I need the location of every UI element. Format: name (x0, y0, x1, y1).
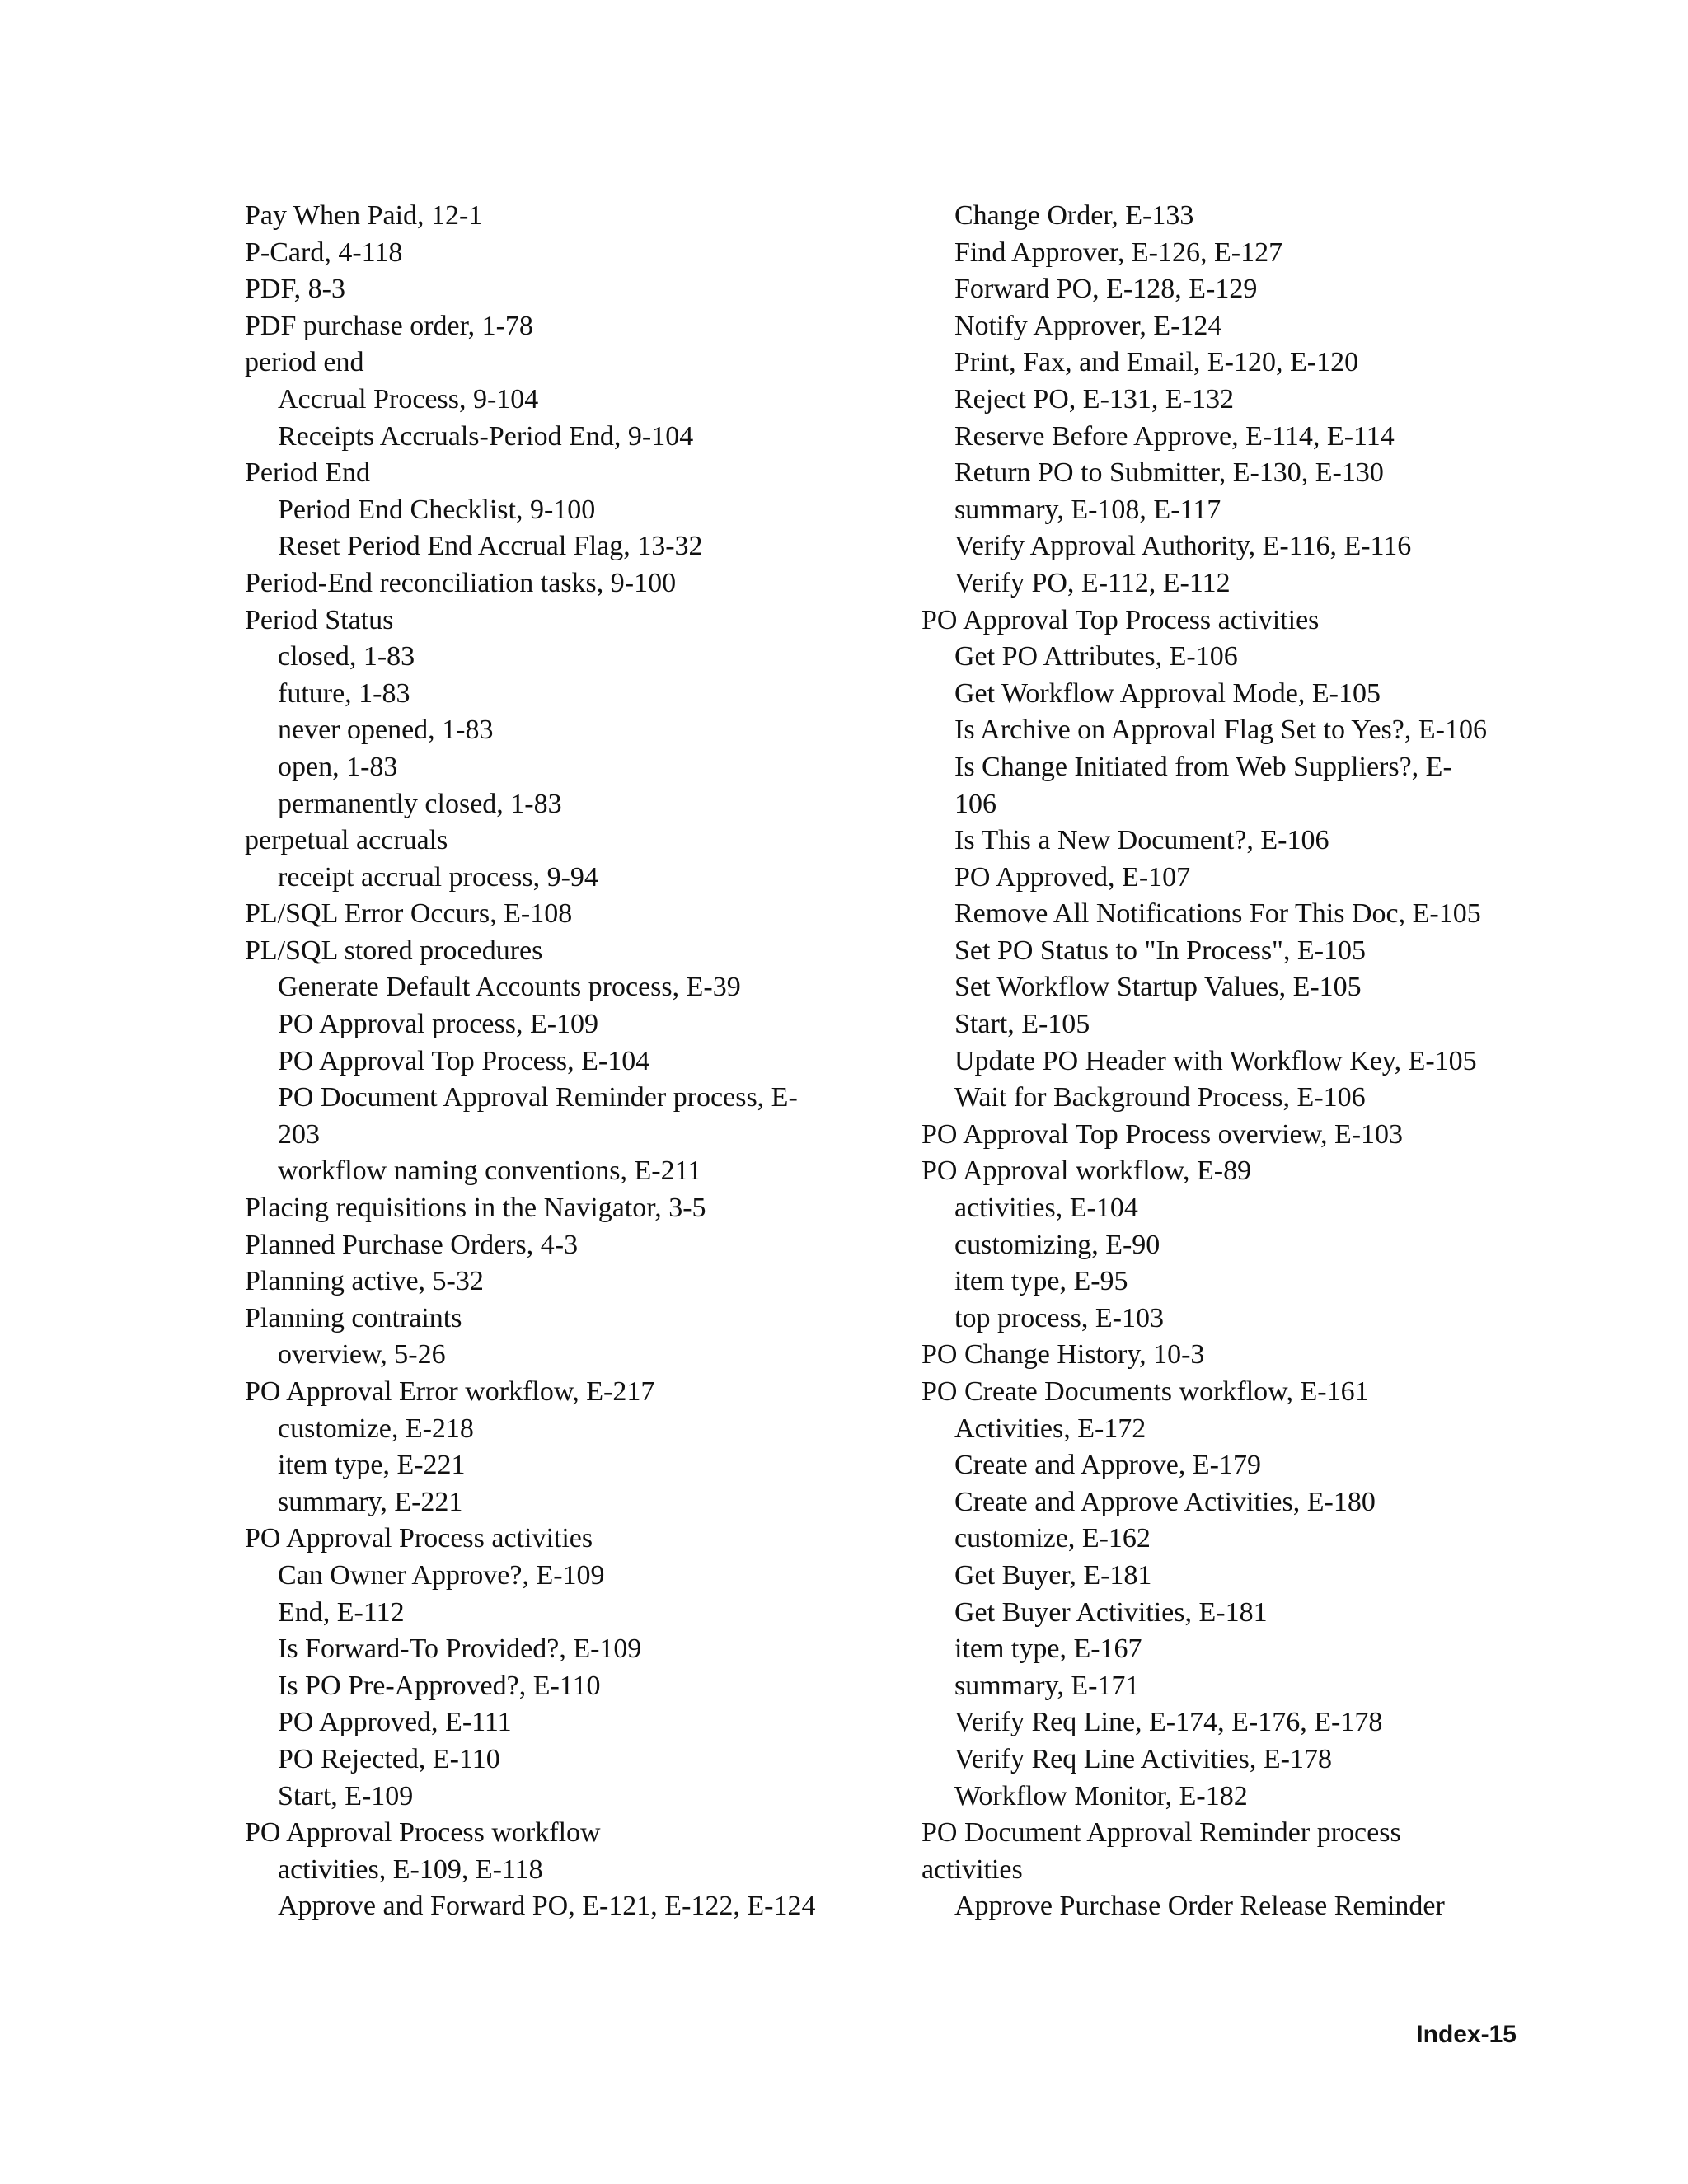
index-subentry: Create and Approve, E-179 (954, 1450, 1261, 1481)
index-entry: PDF, 8-3 (245, 274, 345, 305)
index-subentry: Generate Default Accounts process, E-39 (278, 972, 741, 1003)
index-subentry: customizing, E-90 (954, 1229, 1160, 1260)
index-subentry: Get Buyer, E-181 (954, 1559, 1152, 1591)
index-subentry: workflow naming conventions, E-211 (278, 1155, 702, 1187)
index-subentry: Start, E-109 (278, 1780, 414, 1811)
index-subentry: Forward PO, E-128, E-129 (954, 274, 1258, 305)
index-subentry: item type, E-95 (954, 1266, 1128, 1297)
index-subentry: item type, E-221 (278, 1450, 466, 1481)
index-entry: Pay When Paid, 12-1 (245, 200, 483, 231)
index-column-left (245, 198, 896, 1925)
index-subentry: Remove All Notifications For This Doc, E-105 (954, 898, 1481, 930)
index-entry: Planning contraints (245, 1302, 462, 1333)
index-subentry: overview, 5-26 (278, 1339, 446, 1371)
index-subentry: summary, E-171 (954, 1670, 1140, 1701)
index-subentry: PO Approval Top Process, E-104 (278, 1045, 650, 1076)
index-entry: PO Document Approval Reminder process (921, 1817, 1401, 1849)
index-subentry: Verify Req Line Activities, E-178 (954, 1743, 1332, 1774)
index-entry: Period Status (245, 604, 394, 635)
index-subentry: PO Approval process, E-109 (278, 1009, 599, 1040)
index-subentry: Reset Period End Accrual Flag, 13-32 (278, 531, 703, 562)
index-subentry: PO Approved, E-107 (954, 861, 1191, 893)
index-entry: Placing requisitions in the Navigator, 3-5 (245, 1193, 706, 1224)
index-subentry: Verify PO, E-112, E-112 (954, 567, 1231, 598)
index-subentry: Set PO Status to "In Process", E-105 (954, 935, 1367, 966)
index-subentry: summary, E-221 (278, 1486, 463, 1517)
index-subentry: receipt accrual process, 9-94 (278, 861, 598, 893)
index-subentry: End, E-112 (278, 1596, 405, 1628)
index-entry: PL/SQL stored procedures (245, 935, 543, 966)
index-subentry: Notify Approver, E-124 (954, 310, 1222, 341)
index-subentry: Workflow Monitor, E-182 (954, 1780, 1248, 1811)
index-entry: PO Approval Error workflow, E-217 (245, 1376, 655, 1407)
index-entry: period end (245, 347, 364, 378)
index-entry: Period-End reconciliation tasks, 9-100 (245, 567, 677, 598)
index-subentry: Is PO Pre-Approved?, E-110 (278, 1670, 601, 1701)
index-entry: P-Card, 4-118 (245, 237, 403, 268)
index-subentry: top process, E-103 (954, 1302, 1165, 1333)
index-subentry: Create and Approve Activities, E-180 (954, 1486, 1376, 1517)
index-subentry: activities, E-109, E-118 (278, 1854, 543, 1885)
index-subentry: activities, E-104 (954, 1193, 1138, 1224)
index-subentry: Accrual Process, 9-104 (278, 383, 539, 415)
index-subentry: Is This a New Document?, E-106 (954, 825, 1329, 856)
index-subentry: 106 (954, 788, 996, 819)
index-subentry: Activities, E-172 (954, 1413, 1146, 1444)
index-subentry: PO Approved, E-111 (278, 1707, 512, 1738)
index-subentry: Can Owner Approve?, E-109 (278, 1559, 605, 1591)
index-subentry: Print, Fax, and Email, E-120, E-120 (954, 347, 1359, 378)
index-entry: perpetual accruals (245, 825, 448, 856)
index-entry: PO Create Documents workflow, E-161 (921, 1376, 1369, 1407)
index-subentry: Get Buyer Activities, E-181 (954, 1596, 1268, 1628)
index-subentry: customize, E-162 (954, 1523, 1151, 1554)
index-subentry: Approve and Forward PO, E-121, E-122, E-124 (278, 1891, 816, 1922)
index-entry: PO Approval workflow, E-89 (921, 1155, 1252, 1187)
index-subentry: PO Rejected, E-110 (278, 1743, 500, 1774)
index-subentry: Update PO Header with Workflow Key, E-105 (954, 1045, 1477, 1076)
index-subentry: permanently closed, 1-83 (278, 788, 562, 819)
index-subentry: 203 (278, 1118, 320, 1150)
index-subentry: Is Forward-To Provided?, E-109 (278, 1633, 642, 1665)
index-subentry: customize, E-218 (278, 1413, 474, 1444)
index-subentry: Start, E-105 (954, 1009, 1090, 1040)
index-subentry: Is Change Initiated from Web Suppliers?, E- (954, 751, 1452, 782)
index-entry: PO Approval Process activities (245, 1523, 593, 1554)
index-entry: Planned Purchase Orders, 4-3 (245, 1229, 579, 1260)
index-subentry: PO Document Approval Reminder process, E- (278, 1082, 798, 1113)
index-subentry: Approve Purchase Order Release Reminder (954, 1891, 1445, 1922)
index-subentry: summary, E-108, E-117 (954, 494, 1221, 525)
index-subentry: never opened, 1-83 (278, 715, 494, 746)
index-subentry: Receipts Accruals-Period End, 9-104 (278, 420, 694, 452)
index-subentry: item type, E-167 (954, 1633, 1142, 1665)
index-entry: Planning active, 5-32 (245, 1266, 484, 1297)
page-folio: Index-15 (1416, 2021, 1517, 2048)
index-subentry: Verify Req Line, E-174, E-176, E-178 (954, 1707, 1383, 1738)
index-entry: Period End (245, 457, 371, 489)
index-subentry: open, 1-83 (278, 751, 398, 782)
index-subentry: Is Archive on Approval Flag Set to Yes?, E-106 (954, 715, 1487, 746)
index-entry: PO Change History, 10-3 (921, 1339, 1205, 1371)
index-subentry: Change Order, E-133 (954, 200, 1194, 231)
index-subentry: Get Workflow Approval Mode, E-105 (954, 677, 1381, 709)
index-entry: PO Approval Process workflow (245, 1817, 601, 1849)
index-subentry: closed, 1-83 (278, 641, 415, 673)
index-subentry: Reject PO, E-131, E-132 (954, 383, 1234, 415)
index-subentry: Set Workflow Startup Values, E-105 (954, 972, 1362, 1003)
index-subentry: Verify Approval Authority, E-116, E-116 (954, 531, 1412, 562)
index-subentry: Wait for Background Process, E-106 (954, 1082, 1366, 1113)
index-subentry: Period End Checklist, 9-100 (278, 494, 596, 525)
index-entry: activities (921, 1854, 1023, 1885)
index-entry: PL/SQL Error Occurs, E-108 (245, 898, 573, 930)
index-subentry: Reserve Before Approve, E-114, E-114 (954, 420, 1395, 452)
index-subentry: Return PO to Submitter, E-130, E-130 (954, 457, 1384, 489)
index-entry: PO Approval Top Process activities (921, 604, 1320, 635)
index-entry: PDF purchase order, 1-78 (245, 310, 533, 341)
index-entry: PO Approval Top Process overview, E-103 (921, 1118, 1404, 1150)
index-subentry: Find Approver, E-126, E-127 (954, 237, 1283, 268)
index-subentry: Get PO Attributes, E-106 (954, 641, 1238, 673)
index-column-right (921, 198, 1548, 1925)
index-subentry: future, 1-83 (278, 677, 410, 709)
